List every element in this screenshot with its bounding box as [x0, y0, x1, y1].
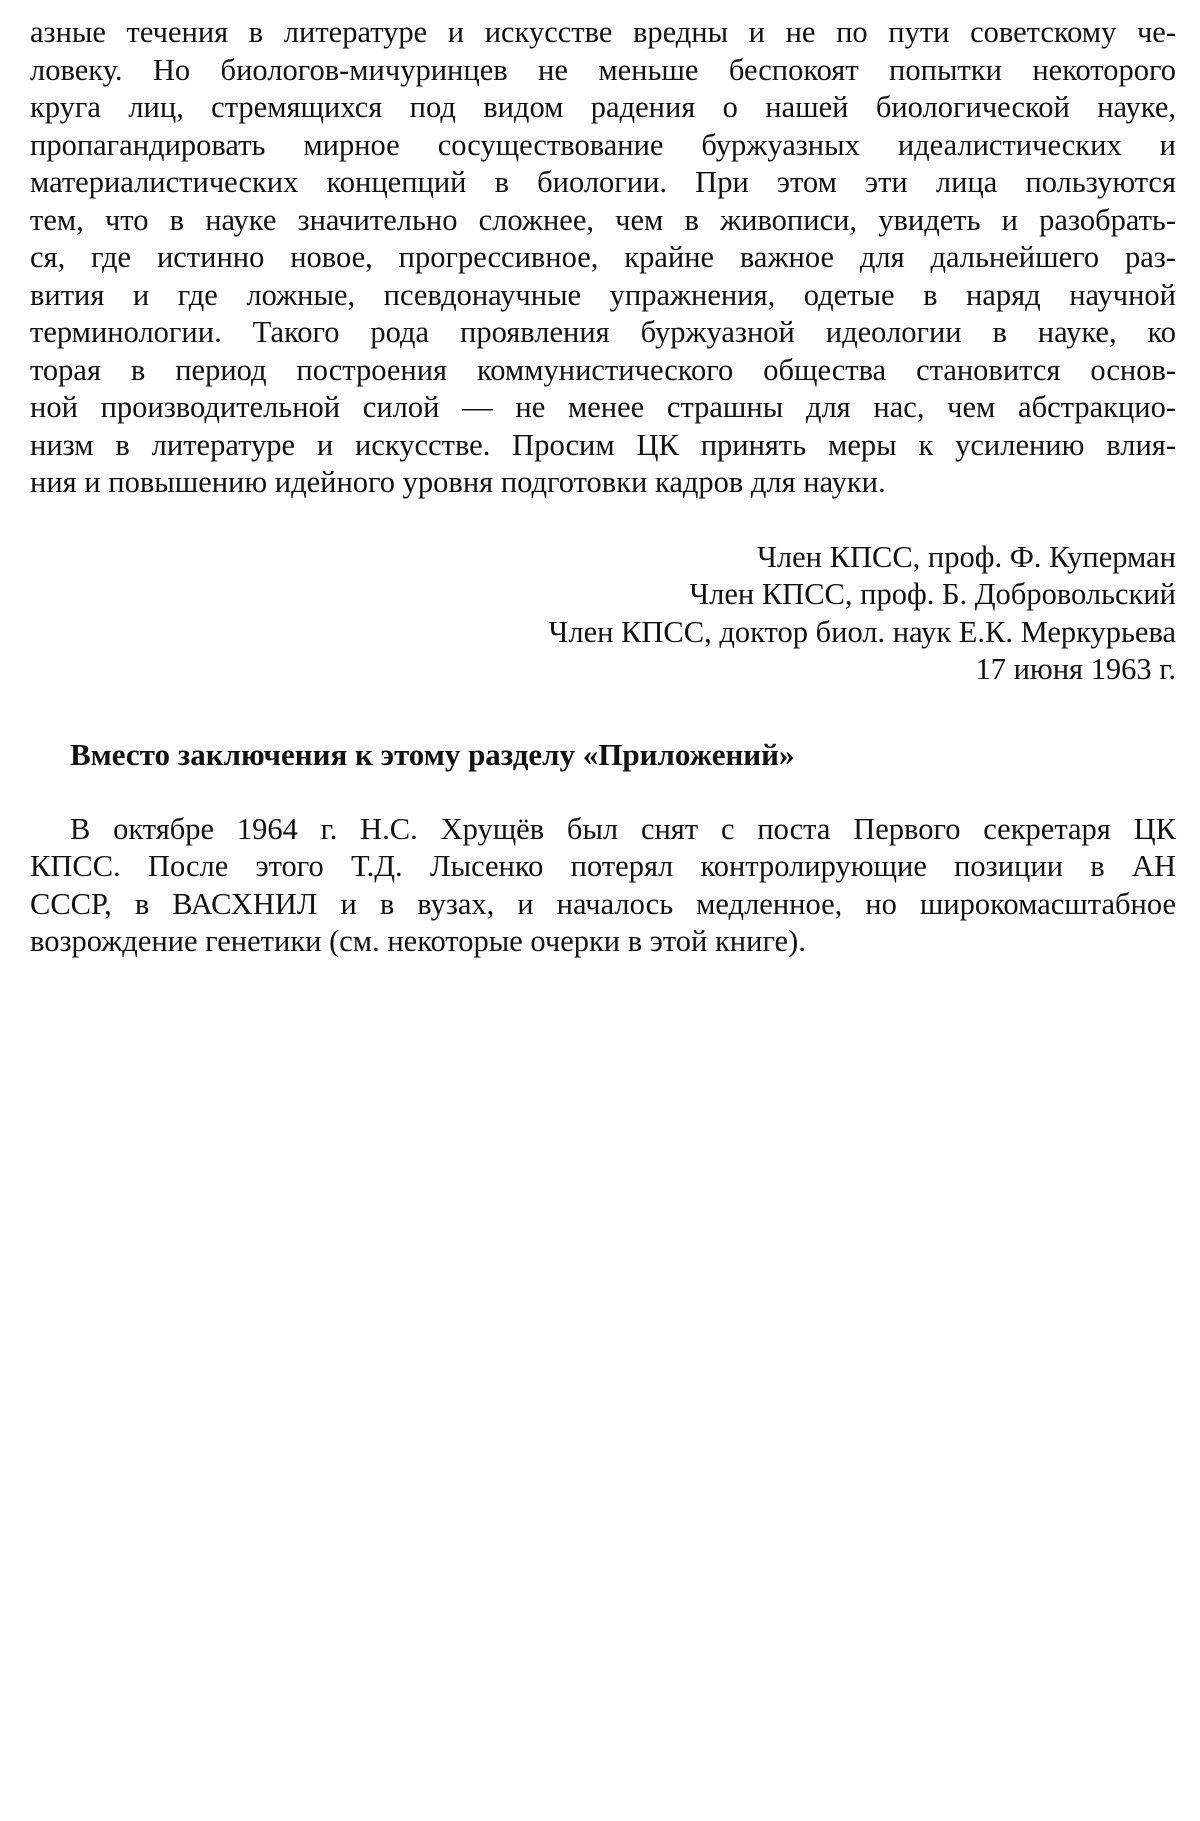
letter-line: вития и где ложные, псевдонаучные упражнения, одетые в наряд научной — [30, 277, 1176, 312]
letter-date: 17 июня 1963 г. — [975, 652, 1176, 686]
conclusion-line: КПСС. После этого Т.Д. Лысенко потерял контролирующие позиции в АН — [30, 849, 1176, 883]
section-heading: Вместо заключения к этому разделу «Приложений» — [70, 736, 795, 772]
letter-line: ловеку. Но биологов-мичуринцев не меньше беспокоят попытки некоторого — [30, 52, 1176, 87]
conclusion-line: СССР, в ВАСХНИЛ и в вузах, и началось медленное, но широкомасштабное — [30, 886, 1176, 921]
signature-line: Член КПСС, доктор биол. наук Е.К. Меркурьева — [548, 614, 1176, 649]
letter-line: терминологии. Такого рода проявления буржуазной идеологии в науке, ко — [30, 315, 1176, 349]
letter-line: круга лиц, стремящихся под видом радения о нашей биологической науке, — [30, 90, 1176, 124]
letter-line: пропагандировать мирное сосуществование буржуазных идеалистических и — [30, 127, 1176, 162]
conclusion-paragraph — [30, 811, 1176, 961]
letter-line: тем, что в науке значительно сложнее, чем в живописи, увидеть и разобрать- — [30, 202, 1176, 237]
letter-paragraph — [30, 14, 1176, 502]
signature-block — [30, 539, 1176, 689]
letter-line: материалистических концепций в биологии. При этом эти лица пользуются — [30, 165, 1176, 199]
conclusion-line: возрождение генетики (см. некоторые очерки в этой книге). — [30, 924, 806, 958]
letter-line: азные течения в литературе и искусстве вредны и не по пути советскому че- — [30, 15, 1176, 49]
document-page — [30, 14, 1176, 961]
letter-line: ной производительной силой — не менее страшны для нас, чем абстракцио- — [30, 390, 1176, 424]
letter-line: ния и повышению идейного уровня подготовки кадров для науки. — [30, 465, 886, 499]
letter-line: низм в литературе и искусстве. Просим ЦК принять меры к усилению влия- — [30, 427, 1176, 462]
conclusion-line: В октябре 1964 г. Н.С. Хрущёв был снят с поста Первого секретаря ЦК — [70, 811, 1176, 846]
signature-line: Член КПСС, проф. Б. Добровольский — [689, 577, 1176, 611]
letter-line: торая в период построения коммунистического общества становится основ- — [30, 352, 1176, 387]
signature-line: Член КПСС, проф. Ф. Куперман — [757, 539, 1176, 574]
letter-line: ся, где истинно новое, прогрессивное, крайне важное для дальнейшего раз- — [30, 240, 1176, 274]
